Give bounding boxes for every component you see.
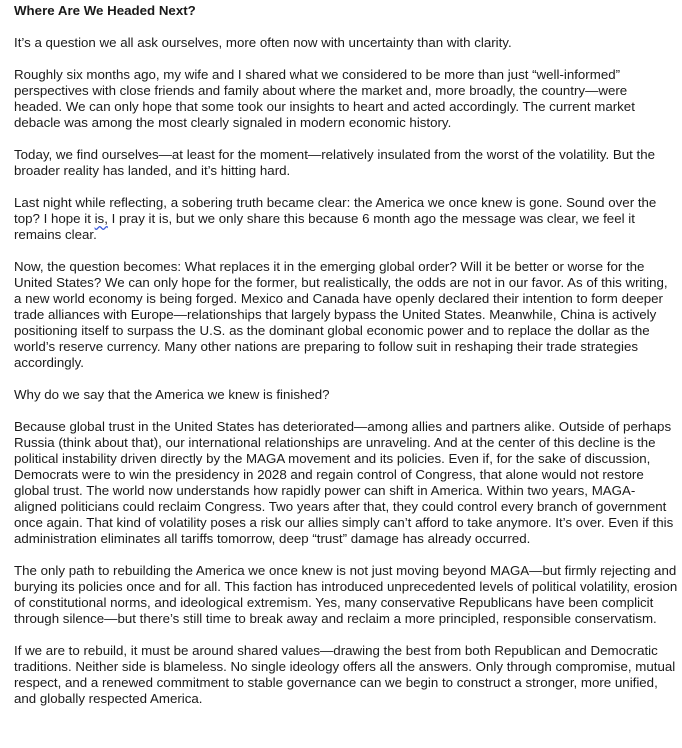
document-title: Where Are We Headed Next? — [14, 3, 196, 18]
grammar-flagged-word[interactable]: is, — [94, 211, 108, 226]
paragraph-6: Why do we say that the America we knew is finished? — [14, 387, 330, 402]
paragraph-3: Today, we find ourselves—at least for the moment—relatively insulated from the worst of the volatility. But the broader reality has landed, and it’s hitting hard. — [14, 147, 656, 178]
paragraph-5: Now, the question becomes: What replaces it in the emerging global order? Will it be better or worse for the United States? We can only hope for the former, but realistically, the odds are not in our favor. As of this writing, a new world economy is being forged. Mexico and Canada have openly declared their intention to form deeper trade alliances with Europe—relationships that largely bypass the United States. Meanwhile, China is actively positioning itself to surpass the U.S. as the dominant global economic power and to replace the dollar as the world’s reserve currency. Many other nations are preparing to follow suit in reshaping their trade strategies accordingly. — [14, 259, 668, 370]
paragraph-4-start: Last night while reflecting, a sobering truth became clear: the America we once knew is gone. Sound over the top? I hope it — [14, 195, 657, 226]
paragraph-1: It’s a question we all ask ourselves, more often now with uncertainty than with clarity. — [14, 35, 512, 50]
paragraph-9: If we are to rebuild, it must be around shared values—drawing the best from both Republican and Democratic traditions. Neither side is blameless. No single ideology offers all the answers. Only through compromise, mutual respect, and a renewed commitment to stable governance can we begin to construct a stronger, more unified, and globally respected America. — [14, 643, 676, 706]
paragraph-4-end: I pray it is, but we only share this because 6 month ago the message was clear, we feel it remains clear. — [14, 211, 635, 242]
paragraph-4 — [14, 195, 678, 243]
paragraph-2: Roughly six months ago, my wife and I shared what we considered to be more than just “well-informed” perspectives with close friends and family about where the market and, more broadly, the country—were headed. We can only hope that some took our insights to heart and acted accordingly. The current market debacle was among the most clearly signaled in modern economic history. — [14, 67, 635, 130]
document-body — [14, 3, 678, 723]
paragraph-8: The only path to rebuilding the America we once knew is not just moving beyond MAGA—but firmly rejecting and burying its policies once and for all. This faction has introduced unprecedented levels of political volatility, erosion of constitutional norms, and ideological extremism. Yes, many conservative Republicans have been complicit through silence—but there’s still time to break away and reclaim a more principled, responsible conservatism. — [14, 563, 678, 626]
paragraph-7: Because global trust in the United States has deteriorated—among allies and partners alike. Outside of perhaps Russia (think about that), our international relationships are unraveling. And at the center of this decline is the political instability driven directly by the MAGA movement and its policies. Even if, for the sake of discussion, Democrats were to win the presidency in 2028 and regain control of Congress, that alone would not restore global trust. The world now understands how rapidly power can shift in America. Within two years, MAGA-aligned politicians could reclaim Congress. Two years after that, they could control every branch of government once again. That kind of volatility poses a risk our allies simply can’t afford to take anymore. It’s over. Even if this administration eliminates all tariffs tomorrow, deep “trust” damage has already occurred. — [14, 419, 674, 546]
